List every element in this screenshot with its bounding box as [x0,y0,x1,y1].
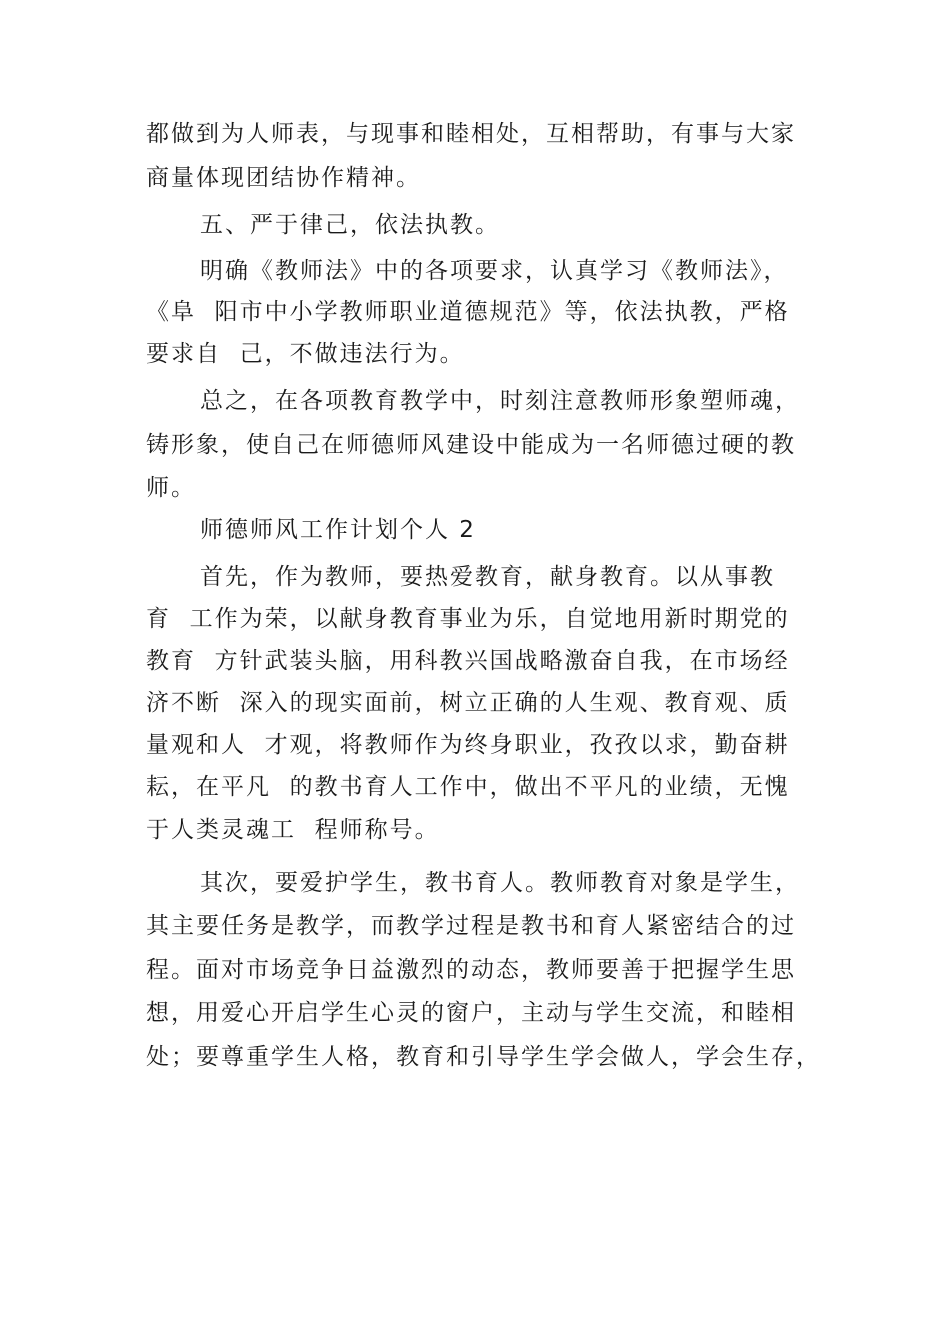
paragraph-line: 都做到为人师表，与现事和睦相处，互相帮助，有事与大家 [146,121,796,147]
paragraph-line: 于人类灵魂工 程师称号。 [146,817,440,843]
paragraph-line: 程。面对市场竞争日益激烈的动态，教师要善于把握学生思 [146,957,796,983]
paragraph-line: 首先，作为教师，要热爱教育，献身教育。以从事教 [200,564,775,590]
paragraph-line: 教育 方针武装头脑，用科教兴国战略激奋自我，在市场经 [146,648,790,674]
paragraph-line: 想，用爱心开启学生心灵的窗户，主动与学生交流，和睦相 [146,1000,796,1026]
paragraph-line: 明确《教师法》中的各项要求，认真学习《教师法》， [200,258,789,284]
paragraph-line: 《阜 阳市中小学教师职业道德规范》等，依法执教，严格 [146,299,790,325]
paragraph-line: 耘，在平凡 的教书育人工作中，做出不平凡的业绩，无愧 [146,774,790,800]
paragraph-line: 铸形象，使自己在师德师风建设中能成为一名师德过硬的教 [146,432,796,458]
paragraph-line: 处；要尊重学生人格，教育和引导学生学会做人，学会生存， [146,1044,821,1070]
paragraph-line: 商量体现团结协作精神。 [146,165,421,191]
paragraph-line: 济不断 深入的现实面前，树立正确的人生观、教育观、质 [146,690,790,716]
paragraph-line: 其次，要爱护学生，教书育人。教师教育对象是学生， [200,870,800,896]
paragraph-line: 要求自 己，不做违法行为。 [146,341,465,367]
paragraph-line: 其主要任务是教学，而教学过程是教书和育人紧密结合的过 [146,913,796,939]
section-title: 师德师风工作计划个人 2 [200,517,476,543]
paragraph-line: 育 工作为荣，以献身教育事业为乐，自觉地用新时期党的 [146,606,790,632]
paragraph-line: 总之，在各项教育教学中，时刻注意教师形象塑师魂， [200,388,800,414]
section-heading: 五、严于律己，依法执教。 [200,212,500,238]
paragraph-line: 师。 [146,475,196,501]
paragraph-line: 量观和人 才观，将教师作为终身职业，孜孜以求，勤奋耕 [146,732,790,758]
